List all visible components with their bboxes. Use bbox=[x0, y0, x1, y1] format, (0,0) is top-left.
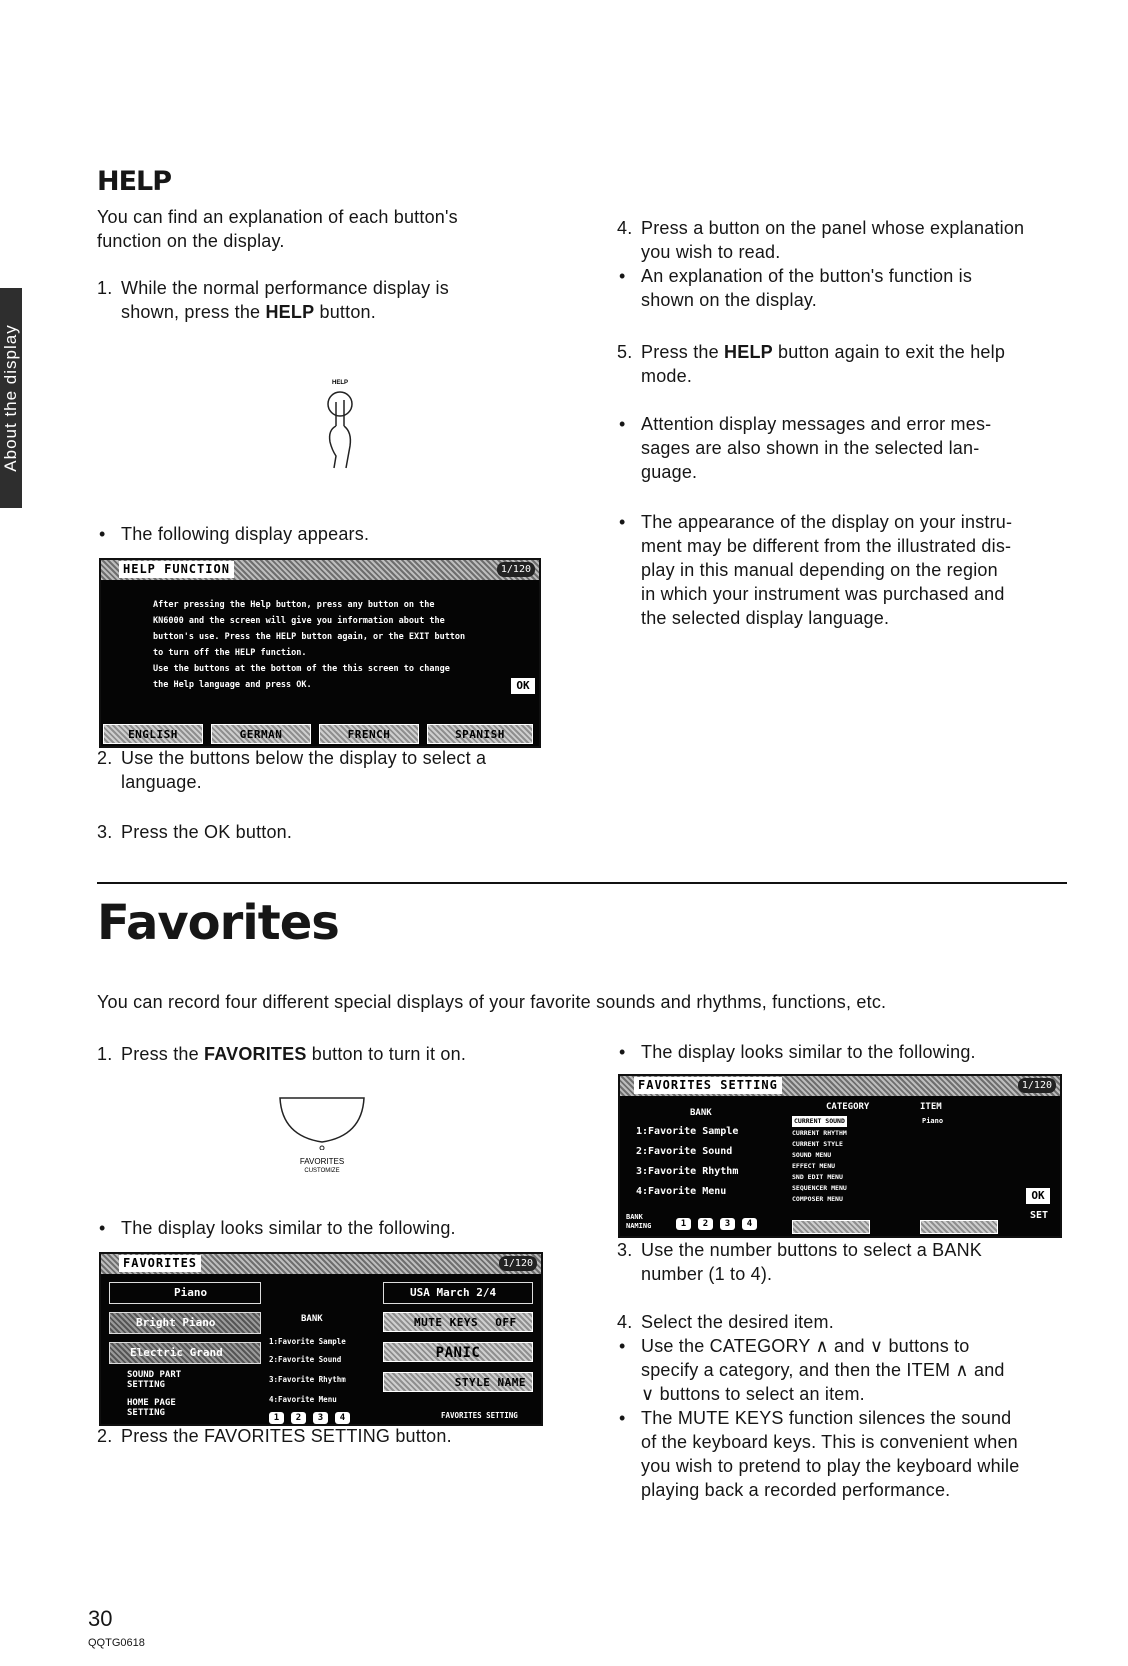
fav-rhythm-name[interactable]: USA March 2/4 bbox=[383, 1282, 533, 1304]
help-step-2: 2. Use the buttons below the display to select a language. bbox=[97, 748, 487, 792]
fav-bank-1[interactable]: 1:Favorite Sample bbox=[269, 1337, 346, 1346]
help-ok-button[interactable]: OK bbox=[511, 678, 535, 694]
lang-english-button[interactable]: ENGLISH bbox=[103, 724, 203, 744]
category-5[interactable]: EFFECT MENU bbox=[792, 1162, 836, 1170]
help-screen bbox=[99, 558, 541, 748]
category-4[interactable]: SOUND MENU bbox=[792, 1151, 832, 1159]
favorites-step-1: 1. Press the FAVORITES button to turn it on. bbox=[97, 1044, 467, 1064]
help-note-2: • The appearance of the display on your instru- ment may be different from the illustrated dis- play in this manual depending on the region in which your instrument was purchased and the selected display language. bbox=[619, 512, 1013, 628]
help-button-caption: HELP bbox=[332, 380, 349, 386]
help-screen-index: 1/120 bbox=[497, 562, 535, 577]
favorites-screen-title: FAVORITES bbox=[119, 1255, 201, 1272]
fav-bank-button-3[interactable]: 3 bbox=[313, 1412, 328, 1424]
help-intro: You can find an explanation of each button's function on the display. bbox=[97, 207, 458, 251]
document-code: QQTG0618 bbox=[88, 1637, 145, 1649]
favorites-setting-screen bbox=[618, 1074, 1062, 1238]
section-divider bbox=[97, 882, 1067, 884]
setting-bank-naming-1[interactable]: BANK bbox=[626, 1213, 643, 1221]
favorites-setting-index: 1/120 bbox=[1018, 1078, 1056, 1093]
help-line-1: After pressing the Help button, press any button on the bbox=[153, 600, 435, 610]
fav-item-electric-grand[interactable]: Electric Grand bbox=[109, 1342, 261, 1364]
item-value[interactable]: Piano bbox=[922, 1117, 944, 1125]
side-tab-label: About the display bbox=[1, 324, 20, 472]
favorites-setting-title: FAVORITES SETTING bbox=[634, 1077, 782, 1094]
favorites-step-4-bullet-1: • Use the CATEGORY ∧ and ∨ buttons to specify a category, and then the ITEM ∧ and ∨ buttons to select an item. bbox=[619, 1336, 1005, 1404]
favorites-step-4: 4. Select the desired item. bbox=[617, 1312, 834, 1332]
fav-bank-4[interactable]: 4:Favorite Menu bbox=[269, 1395, 337, 1404]
fav-bank-2[interactable]: 2:Favorite Sound bbox=[269, 1355, 342, 1364]
category-label: CATEGORY bbox=[826, 1102, 870, 1112]
category-8[interactable]: COMPOSER MENU bbox=[792, 1195, 843, 1203]
favorites-screen bbox=[99, 1252, 543, 1426]
favorites-screen-index: 1/120 bbox=[499, 1256, 537, 1271]
help-screen-title: HELP FUNCTION bbox=[119, 561, 234, 578]
fav-bank-button-2[interactable]: 2 bbox=[291, 1412, 306, 1424]
fav-item-bright-piano[interactable]: Bright Piano bbox=[109, 1312, 261, 1334]
category-3[interactable]: CURRENT STYLE bbox=[792, 1140, 843, 1148]
help-note-1: • Attention display messages and error mes- sages are also shown in the selected lan- guage. bbox=[619, 414, 992, 482]
help-line-3: button's use. Press the HELP button again, or the EXIT button bbox=[153, 632, 466, 642]
setting-bank-button-1[interactable]: 1 bbox=[676, 1218, 691, 1230]
category-1[interactable]: CURRENT SOUND bbox=[794, 1117, 845, 1125]
help-button-illustration bbox=[310, 378, 370, 488]
item-label: ITEM bbox=[920, 1102, 942, 1112]
setting-ok-button[interactable]: OK bbox=[1026, 1188, 1050, 1204]
page-number: 30 bbox=[88, 1606, 113, 1631]
category-scroll-button[interactable] bbox=[792, 1220, 870, 1234]
setting-set-label[interactable]: SET bbox=[1030, 1210, 1049, 1221]
setting-bank-label: BANK bbox=[690, 1108, 712, 1118]
category-2[interactable]: CURRENT RHYTHM bbox=[792, 1129, 847, 1137]
setting-bank-1[interactable]: 1:Favorite Sample bbox=[636, 1126, 739, 1137]
lang-spanish-button[interactable]: SPANISH bbox=[427, 724, 533, 744]
favorites-display-note: • The display looks similar to the following. bbox=[99, 1218, 456, 1238]
favorites-step-4-bullet-2: • The MUTE KEYS function silences the sound of the keyboard keys. This is convenient when you wish to pretend to play the keyboard while playing back a recorded performance. bbox=[619, 1408, 1020, 1500]
setting-bank-button-4[interactable]: 4 bbox=[742, 1218, 757, 1230]
help-line-2: KN6000 and the screen will give you information about the bbox=[153, 616, 445, 626]
fav-bank-3[interactable]: 3:Favorite Rhythm bbox=[269, 1375, 346, 1384]
lang-german-button[interactable]: GERMAN bbox=[211, 724, 311, 744]
finger-press-icon bbox=[310, 386, 370, 486]
help-step-4-bullet: • An explanation of the button's function is shown on the display. bbox=[619, 266, 973, 310]
fav-bank-button-4[interactable]: 4 bbox=[335, 1412, 350, 1424]
favorites-step-2: 2. Press the FAVORITES SETTING button. bbox=[97, 1426, 452, 1446]
sound-part-label[interactable]: SOUND PART bbox=[127, 1370, 182, 1380]
setting-bank-button-3[interactable]: 3 bbox=[720, 1218, 735, 1230]
lang-french-button[interactable]: FRENCH bbox=[319, 724, 419, 744]
category-6[interactable]: SND EDIT MENU bbox=[792, 1173, 843, 1181]
favorites-button-caption: FAVORITES bbox=[299, 1157, 345, 1166]
setting-bank-3[interactable]: 3:Favorite Rhythm bbox=[636, 1166, 739, 1177]
setting-bank-4[interactable]: 4:Favorite Menu bbox=[636, 1186, 727, 1197]
help-step-5: 5. Press the HELP button again to exit the help mode. bbox=[617, 342, 1006, 386]
help-display-note: • The following display appears. bbox=[99, 524, 370, 544]
favorites-button-icon bbox=[272, 1094, 372, 1150]
help-line-5: Use the buttons at the bottom of the this screen to change bbox=[153, 664, 450, 674]
favorites-heading: Favorites bbox=[97, 895, 339, 951]
help-step-4: 4. Press a button on the panel whose explanation you wish to read. bbox=[617, 218, 1025, 262]
favorites-intro: You can record four different special displays of your favorite sounds and rhythms, functions, etc. bbox=[97, 992, 887, 1012]
item-scroll-button[interactable] bbox=[920, 1220, 998, 1234]
setting-bank-button-2[interactable]: 2 bbox=[698, 1218, 713, 1230]
fav-bank-button-1[interactable]: 1 bbox=[269, 1412, 284, 1424]
favorites-display-note-2: • The display looks similar to the following. bbox=[619, 1042, 976, 1062]
style-name-button[interactable]: STYLE NAME bbox=[383, 1372, 533, 1392]
favorites-setting-label[interactable]: FAVORITES SETTING bbox=[441, 1411, 518, 1420]
help-heading: HELP bbox=[97, 166, 172, 197]
help-line-6: the Help language and press OK. bbox=[153, 680, 312, 690]
fav-item-piano[interactable]: Piano bbox=[109, 1282, 261, 1304]
home-page-label[interactable]: HOME PAGE bbox=[127, 1398, 176, 1408]
setting-bank-2[interactable]: 2:Favorite Sound bbox=[636, 1146, 733, 1157]
favorites-button-illustration bbox=[272, 1094, 372, 1184]
help-line-4: to turn off the HELP function. bbox=[153, 648, 307, 658]
panic-button[interactable]: PANIC bbox=[383, 1342, 533, 1362]
favorites-step-3: 3. Use the number buttons to select a BANK number (1 to 4). bbox=[617, 1240, 982, 1284]
mute-keys-button[interactable]: MUTE KEYS OFF bbox=[383, 1312, 533, 1332]
category-7[interactable]: SEQUENCER MENU bbox=[792, 1184, 847, 1192]
side-tab bbox=[0, 288, 22, 508]
fav-bank-label: BANK bbox=[301, 1314, 323, 1324]
help-step-3: 3. Press the OK button. bbox=[97, 822, 293, 842]
favorites-button-sub: CUSTOMIZE bbox=[304, 1168, 340, 1174]
sound-part-setting-label[interactable]: SETTING bbox=[127, 1380, 165, 1390]
help-step-1: 1. While the normal performance display is shown, press the HELP button. bbox=[97, 278, 449, 322]
home-page-setting-label[interactable]: SETTING bbox=[127, 1408, 165, 1418]
setting-bank-naming-2[interactable]: NAMING bbox=[626, 1222, 652, 1230]
